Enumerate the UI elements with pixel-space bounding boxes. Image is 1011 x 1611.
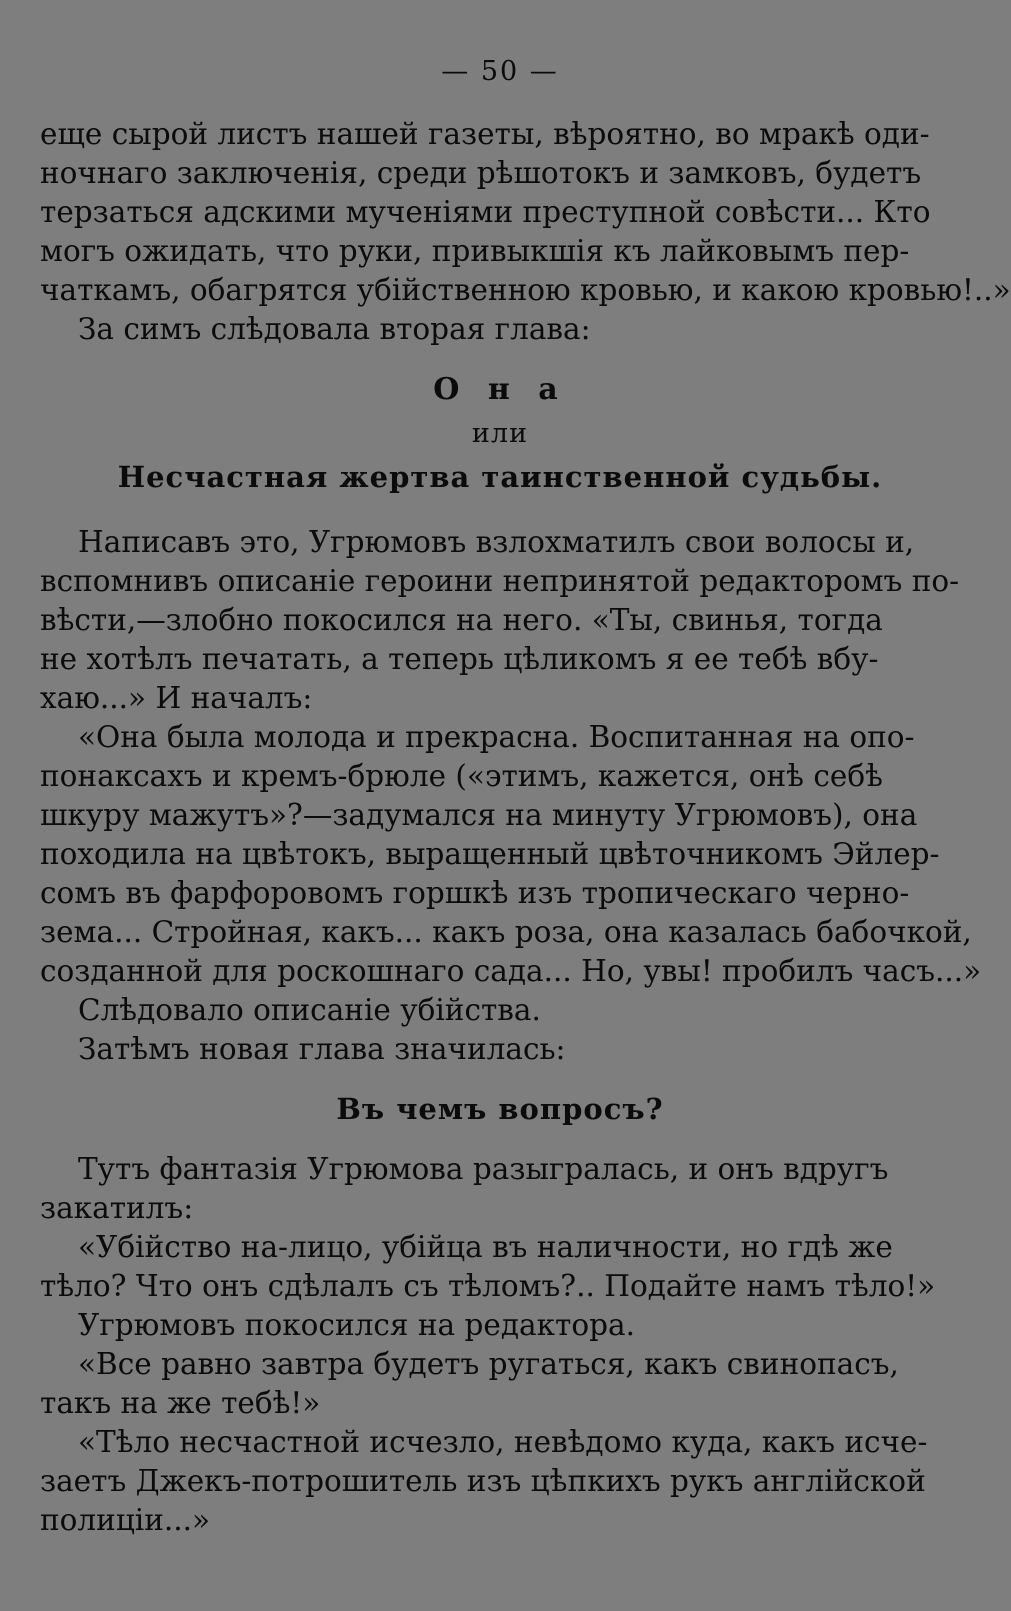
text-line: «Она была молода и прекрасна. Воспитанная на опо- — [78, 720, 915, 754]
text-line: Написавъ это, Угрюмовъ взлохматилъ свои волосы и, — [78, 525, 915, 559]
text-line: вспомнивъ описаніе героини непринятой редакторомъ по- — [40, 564, 960, 598]
text-line: Затѣмъ новая глава значилась: — [78, 1032, 566, 1066]
page-number: — 50 — — [441, 56, 559, 87]
text-line: тѣло? Что онъ сдѣлалъ съ тѣломъ?.. Подайте намъ тѣло!» — [40, 1269, 936, 1303]
text-line: сомъ въ фарфоровомъ горшкѣ изъ тропическаго черно- — [40, 876, 910, 910]
text-line: «Убійство на-лицо, убійца въ наличности, но гдѣ же — [78, 1230, 893, 1264]
text-line: За симъ слѣдовала вторая глава: — [78, 312, 591, 346]
paragraph-block-3 — [40, 1150, 936, 1540]
text-line: созданной для роскошнаго сада... Но, увы! пробилъ часъ...» — [40, 954, 982, 988]
text-line: могъ ожидать, что руки, привыкшія къ лайковымъ пер- — [40, 234, 910, 268]
chapter-title: О н а — [433, 372, 567, 407]
text-line: заетъ Джекъ-потрошитель изъ цѣпкихъ рукъ англійской — [40, 1464, 926, 1498]
text-line: зема... Стройная, какъ... какъ роза, она казалась бабочкой, — [40, 915, 972, 949]
text-line: походила на цвѣтокъ, выращенный цвѣточникомъ Эйлер- — [40, 837, 940, 871]
text-line: терзаться адскими мученіями преступной совѣсти... Кто — [40, 195, 931, 229]
text-line: закатилъ: — [40, 1191, 194, 1225]
text-line: Тутъ фантазія Угрюмова разыгралась, и онъ вдругъ — [78, 1152, 889, 1186]
text-line: Угрюмовъ покосился на редактора. — [78, 1308, 635, 1342]
paragraph-block-2 — [40, 523, 982, 1069]
text-line: понаксахъ и кремъ-брюле («этимъ, кажется, онѣ себѣ — [40, 759, 883, 793]
text-line: ночнаго заключенія, среди рѣшотокъ и замковъ, будетъ — [40, 156, 922, 190]
chapter-title-connector: или — [471, 418, 529, 449]
text-line: Слѣдовало описаніе убійства. — [78, 993, 541, 1027]
text-line: еще сырой листъ нашей газеты, вѣроятно, во мракѣ оди- — [40, 117, 930, 151]
chapter-title-2: Въ чемъ вопросъ? — [336, 1092, 664, 1126]
chapter-subtitle: Несчастная жертва таинственной судьбы. — [117, 460, 883, 494]
text-line: чаткамъ, обагрятся убійственною кровью, и какою кровью!..» — [40, 273, 1011, 307]
paragraph-block-1 — [40, 115, 1011, 349]
text-line: вѣсти,—злобно покосился на него. «Ты, свинья, тогда — [40, 603, 883, 637]
text-line: «Тѣло несчастной исчезло, невѣдомо куда, какъ исче- — [78, 1425, 928, 1459]
text-line: такъ на же тебѣ!» — [40, 1386, 321, 1420]
text-line: шкуру мажутъ»?—задумался на минуту Угрюмовъ), она — [40, 798, 918, 832]
text-line: «Все равно завтра будетъ ругаться, какъ свинопасъ, — [78, 1347, 899, 1381]
text-line: не хотѣлъ печатать, а теперь цѣликомъ я ее тебѣ вбу- — [40, 642, 879, 676]
text-line: хаю...» И началъ: — [40, 681, 313, 715]
text-line: полиціи...» — [40, 1503, 211, 1537]
